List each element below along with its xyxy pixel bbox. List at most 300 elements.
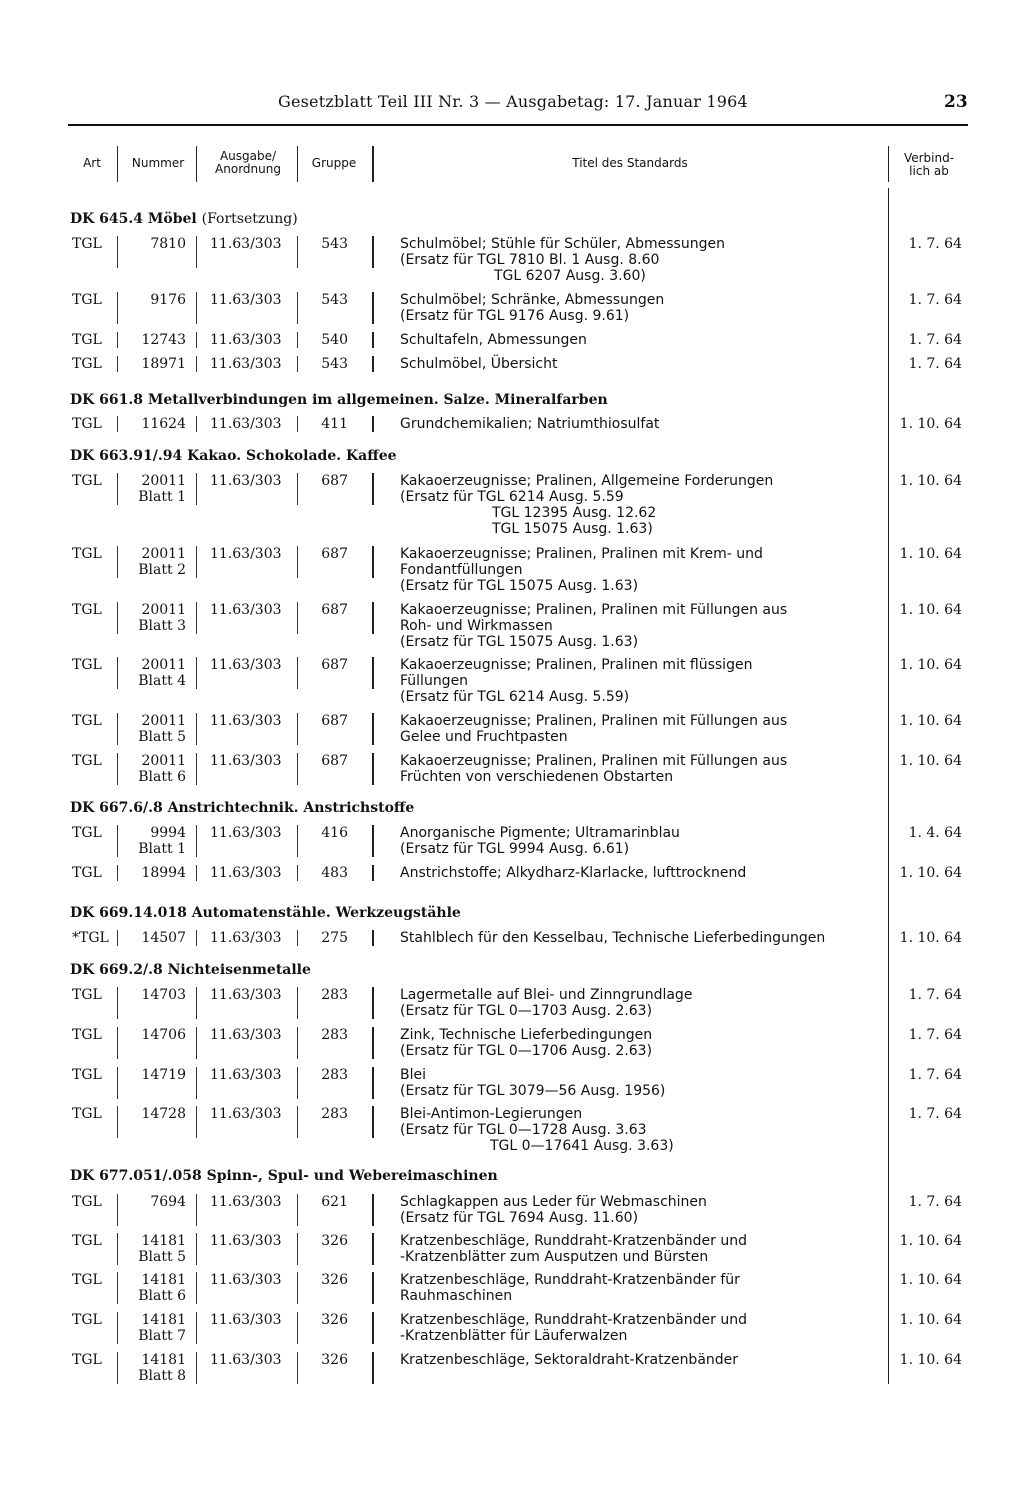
- table-row: [0, 1194, 1024, 1226]
- column-divider: [297, 930, 298, 946]
- column-divider: [196, 1106, 197, 1138]
- cell-nummer: [122, 1194, 186, 1210]
- cell-gruppe: 326: [321, 1272, 348, 1288]
- cell-ausgabe: 11.63/303: [210, 332, 282, 348]
- col-header-nummer: Nummer: [131, 156, 185, 170]
- blatt-value: Blatt 5: [138, 1249, 186, 1265]
- col-header-ausgabe-line2: Anordnung: [215, 162, 281, 176]
- nummer-value: 20011: [141, 657, 186, 673]
- cell-verbindlich: 1. 7. 64: [908, 332, 962, 348]
- cell-art: TGL: [72, 713, 102, 729]
- cell-ausgabe: 11.63/303: [210, 546, 282, 562]
- title-line: Kakaoerzeugnisse; Pralinen, Pralinen mit Krem- und: [400, 546, 763, 562]
- cell-art: TGL: [72, 1067, 102, 1083]
- cell-ausgabe: 11.63/303: [210, 1312, 282, 1328]
- column-divider: [372, 332, 374, 348]
- table-row: [0, 1352, 1024, 1384]
- cell-titel: [400, 1272, 880, 1304]
- nummer-value: 18994: [141, 865, 186, 881]
- nummer-value: 20011: [141, 602, 186, 618]
- table-row: [0, 292, 1024, 324]
- column-divider: [196, 1352, 197, 1384]
- cell-titel: [400, 825, 880, 857]
- title-line: Anorganische Pigmente; Ultramarinblau: [400, 825, 680, 841]
- col-header-titel: Titel des Standards: [572, 156, 688, 170]
- cell-verbindlich: 1. 7. 64: [908, 356, 962, 372]
- cell-ausgabe: 11.63/303: [210, 1194, 282, 1210]
- cell-gruppe: 283: [321, 987, 348, 1003]
- cell-titel: [400, 356, 880, 372]
- cell-nummer: [122, 1233, 186, 1265]
- column-divider: [117, 546, 118, 578]
- column-divider: [196, 473, 197, 505]
- title-line: Kratzenbeschläge, Runddraht-Kratzenbänder und: [400, 1233, 747, 1249]
- cell-nummer: [122, 1027, 186, 1043]
- cell-nummer: [122, 292, 186, 308]
- cell-titel: [400, 1106, 880, 1154]
- cell-nummer: [122, 1312, 186, 1344]
- cell-nummer: [122, 657, 186, 689]
- column-divider: [117, 713, 118, 745]
- cell-verbindlich: 1. 10. 64: [899, 546, 962, 562]
- title-line: Früchten von verschiedenen Obstarten: [400, 769, 674, 785]
- cell-titel: [400, 1352, 880, 1368]
- title-line: (Ersatz für TGL 0—1703 Ausg. 2.63): [400, 1003, 653, 1019]
- column-divider: [196, 416, 197, 432]
- cell-titel: [400, 713, 880, 745]
- column-divider: [297, 1027, 298, 1059]
- section-heading: [70, 211, 298, 227]
- nummer-value: 11624: [141, 416, 186, 432]
- column-divider: [372, 292, 374, 324]
- column-divider: [196, 1027, 197, 1059]
- cell-verbindlich: 1. 10. 64: [899, 602, 962, 618]
- cell-nummer: [122, 987, 186, 1003]
- column-divider: [297, 1312, 298, 1344]
- cell-ausgabe: 11.63/303: [210, 1272, 282, 1288]
- cell-art: TGL: [72, 1272, 102, 1288]
- page-number: 23: [944, 92, 968, 112]
- cell-ausgabe: 11.63/303: [210, 657, 282, 673]
- cell-nummer: [122, 930, 186, 946]
- cell-nummer: [122, 1272, 186, 1304]
- column-divider: [196, 1067, 197, 1099]
- cell-verbindlich: 1. 10. 64: [899, 1352, 962, 1368]
- cell-gruppe: 687: [321, 473, 348, 489]
- cell-gruppe: 687: [321, 713, 348, 729]
- column-divider: [297, 416, 298, 432]
- column-divider: [297, 602, 298, 634]
- section-heading: DK 663.91/.94 Kakao. Schokolade. Kaffee: [70, 448, 397, 464]
- nummer-value: 14181: [141, 1352, 186, 1368]
- title-line: Kakaoerzeugnisse; Pralinen, Pralinen mit flüssigen: [400, 657, 753, 673]
- column-divider: [117, 1106, 118, 1138]
- column-divider: [117, 416, 118, 432]
- cell-titel: [400, 1194, 880, 1226]
- column-divider: [372, 1067, 374, 1099]
- title-line: Lagermetalle auf Blei- und Zinngrundlage: [400, 987, 693, 1003]
- cell-art: TGL: [72, 473, 102, 489]
- cell-gruppe: 411: [321, 416, 348, 432]
- cell-gruppe: 687: [321, 546, 348, 562]
- title-line: Anstrichstoffe; Alkydharz-Klarlacke, lufttrocknend: [400, 865, 747, 881]
- column-divider: [196, 865, 197, 881]
- cell-verbindlich: 1. 7. 64: [908, 236, 962, 252]
- column-divider: [372, 236, 374, 268]
- title-line: (Ersatz für TGL 6214 Ausg. 5.59): [400, 689, 630, 705]
- column-divider: [196, 1272, 197, 1304]
- cell-verbindlich: 1. 4. 64: [908, 825, 962, 841]
- column-divider: [117, 1312, 118, 1344]
- column-divider: [196, 1194, 197, 1226]
- header-divider: [888, 146, 889, 182]
- column-divider: [196, 987, 197, 1019]
- column-divider: [372, 416, 374, 432]
- cell-gruppe: 543: [321, 356, 348, 372]
- cell-ausgabe: 11.63/303: [210, 1106, 282, 1122]
- column-divider: [372, 546, 374, 578]
- column-divider: [196, 546, 197, 578]
- col-header-gruppe: Gruppe: [311, 156, 357, 170]
- title-line: (Ersatz für TGL 3079—56 Ausg. 1956): [400, 1083, 666, 1099]
- nummer-value: 20011: [141, 546, 186, 562]
- title-line: -Kratzenblätter für Läuferwalzen: [400, 1328, 628, 1344]
- blatt-value: Blatt 2: [138, 562, 186, 578]
- table-row: [0, 1272, 1024, 1304]
- column-divider: [372, 713, 374, 745]
- header-divider: [297, 146, 298, 182]
- cell-nummer: [122, 1106, 186, 1122]
- cell-verbindlich: 1. 7. 64: [908, 1027, 962, 1043]
- cell-ausgabe: 11.63/303: [210, 1233, 282, 1249]
- column-divider: [372, 1106, 374, 1138]
- column-divider: [297, 332, 298, 348]
- col-header-art: Art: [83, 156, 101, 170]
- table-row: [0, 753, 1024, 785]
- table-row: [0, 865, 1024, 881]
- cell-verbindlich: 1. 10. 64: [899, 930, 962, 946]
- cell-nummer: [122, 825, 186, 857]
- cell-nummer: [122, 1352, 186, 1384]
- cell-titel: [400, 657, 880, 705]
- column-divider: [196, 825, 197, 857]
- column-divider: [196, 292, 197, 324]
- table-row: [0, 602, 1024, 650]
- column-divider: [372, 930, 374, 946]
- column-divider: [372, 473, 374, 505]
- cell-verbindlich: 1. 10. 64: [899, 657, 962, 673]
- page-header: [0, 92, 1024, 118]
- column-divider: [117, 292, 118, 324]
- cell-ausgabe: 11.63/303: [210, 356, 282, 372]
- cell-verbindlich: 1. 7. 64: [908, 987, 962, 1003]
- cell-art: TGL: [72, 1312, 102, 1328]
- column-divider: [372, 987, 374, 1019]
- cell-verbindlich: 1. 7. 64: [908, 1067, 962, 1083]
- cell-nummer: [122, 546, 186, 578]
- cell-gruppe: 416: [321, 825, 348, 841]
- nummer-value: 18971: [141, 356, 186, 372]
- header-divider: [372, 146, 374, 182]
- table-row: [0, 1233, 1024, 1265]
- column-divider: [117, 930, 118, 946]
- blatt-value: Blatt 6: [138, 1288, 186, 1304]
- title-line: TGL 6207 Ausg. 3.60): [494, 268, 646, 284]
- column-divider: [372, 1312, 374, 1344]
- column-divider: [297, 292, 298, 324]
- cell-nummer: [122, 236, 186, 252]
- title-line: TGL 0—17641 Ausg. 3.63): [490, 1138, 674, 1154]
- nummer-value: 14181: [141, 1233, 186, 1249]
- title-line: (Ersatz für TGL 15075 Ausg. 1.63): [400, 634, 639, 650]
- column-divider: [372, 1194, 374, 1226]
- title-line: Zink, Technische Lieferbedingungen: [400, 1027, 653, 1043]
- column-divider: [297, 753, 298, 785]
- column-divider: [372, 602, 374, 634]
- column-divider: [117, 657, 118, 689]
- header-rule: [68, 124, 968, 126]
- column-divider: [297, 546, 298, 578]
- nummer-value: 14507: [141, 930, 186, 946]
- nummer-value: 7810: [150, 236, 186, 252]
- cell-verbindlich: 1. 10. 64: [899, 865, 962, 881]
- cell-art: TGL: [72, 332, 102, 348]
- title-line: Schultafeln, Abmessungen: [400, 332, 587, 348]
- nummer-value: 14181: [141, 1272, 186, 1288]
- cell-titel: [400, 865, 880, 881]
- section-heading: DK 669.2/.8 Nichteisenmetalle: [70, 962, 311, 978]
- column-divider: [372, 1352, 374, 1384]
- cell-titel: [400, 930, 880, 946]
- cell-verbindlich: 1. 10. 64: [899, 1233, 962, 1249]
- column-divider: [297, 473, 298, 505]
- nummer-value: 9994: [150, 825, 186, 841]
- title-line: (Ersatz für TGL 0—1706 Ausg. 2.63): [400, 1043, 653, 1059]
- title-line: (Ersatz für TGL 6214 Ausg. 5.59: [400, 489, 624, 505]
- section-heading: DK 677.051/.058 Spinn-, Spul- und Webereimaschinen: [70, 1168, 498, 1184]
- column-divider: [297, 1067, 298, 1099]
- table-row: [0, 1067, 1024, 1099]
- column-divider: [372, 865, 374, 881]
- cell-ausgabe: 11.63/303: [210, 713, 282, 729]
- title-line: Kratzenbeschläge, Runddraht-Kratzenbänder für: [400, 1272, 740, 1288]
- cell-nummer: [122, 416, 186, 432]
- table-row: [0, 987, 1024, 1019]
- cell-nummer: [122, 1067, 186, 1083]
- cell-gruppe: 275: [321, 930, 348, 946]
- title-line: Rauhmaschinen: [400, 1288, 513, 1304]
- title-line: Schulmöbel; Stühle für Schüler, Abmessungen: [400, 236, 725, 252]
- column-divider: [117, 865, 118, 881]
- cell-art: TGL: [72, 1233, 102, 1249]
- column-divider: [196, 753, 197, 785]
- cell-art: TGL: [72, 657, 102, 673]
- col-header-verbindlich-line2: lich ab: [909, 164, 949, 178]
- table-row: [0, 825, 1024, 857]
- nummer-value: 20011: [141, 753, 186, 769]
- cell-gruppe: 621: [321, 1194, 348, 1210]
- title-line: Gelee und Fruchtpasten: [400, 729, 568, 745]
- title-line: Fondantfüllungen: [400, 562, 523, 578]
- cell-art: TGL: [72, 236, 102, 252]
- column-divider: [196, 657, 197, 689]
- column-divider: [117, 825, 118, 857]
- cell-art: TGL: [72, 825, 102, 841]
- title-line: Schlagkappen aus Leder für Webmaschinen: [400, 1194, 707, 1210]
- column-divider: [117, 1233, 118, 1265]
- column-divider: [196, 602, 197, 634]
- cell-gruppe: 687: [321, 602, 348, 618]
- column-divider: [117, 236, 118, 268]
- cell-gruppe: 687: [321, 657, 348, 673]
- cell-art: TGL: [72, 1106, 102, 1122]
- column-divider: [117, 1027, 118, 1059]
- column-divider: [372, 1233, 374, 1265]
- cell-gruppe: 326: [321, 1312, 348, 1328]
- cell-ausgabe: 11.63/303: [210, 987, 282, 1003]
- cell-titel: [400, 236, 880, 284]
- table-row: [0, 356, 1024, 372]
- blatt-value: Blatt 1: [138, 841, 186, 857]
- title-line: Grundchemikalien; Natriumthiosulfat: [400, 416, 660, 432]
- title-line: Kakaoerzeugnisse; Pralinen, Pralinen mit Füllungen aus: [400, 753, 788, 769]
- title-line: Kakaoerzeugnisse; Pralinen, Pralinen mit Füllungen aus: [400, 713, 788, 729]
- blatt-value: Blatt 6: [138, 769, 186, 785]
- cell-verbindlich: 1. 10. 64: [899, 473, 962, 489]
- cell-gruppe: 283: [321, 1067, 348, 1083]
- nummer-value: 9176: [150, 292, 186, 308]
- column-divider: [297, 1352, 298, 1384]
- column-divider: [117, 473, 118, 505]
- cell-titel: [400, 546, 880, 594]
- blatt-value: Blatt 8: [138, 1368, 186, 1384]
- column-divider: [196, 332, 197, 348]
- title-line: Stahlblech für den Kesselbau, Technische Lieferbedingungen: [400, 930, 826, 946]
- col-header-verbindlich: [894, 152, 964, 178]
- table-row: [0, 1312, 1024, 1344]
- cell-titel: [400, 1027, 880, 1059]
- title-line: Kratzenbeschläge, Runddraht-Kratzenbänder und: [400, 1312, 747, 1328]
- section-heading: DK 669.14.018 Automatenstähle. Werkzeugstähle: [70, 905, 461, 921]
- title-line: (Ersatz für TGL 9994 Ausg. 6.61): [400, 841, 630, 857]
- cell-verbindlich: 1. 7. 64: [908, 1194, 962, 1210]
- cell-ausgabe: 11.63/303: [210, 930, 282, 946]
- cell-ausgabe: 11.63/303: [210, 865, 282, 881]
- column-divider: [117, 1352, 118, 1384]
- cell-art: TGL: [72, 1027, 102, 1043]
- section-code: DK 645.4 Möbel: [70, 211, 197, 227]
- cell-verbindlich: 1. 7. 64: [908, 292, 962, 308]
- cell-verbindlich: 1. 10. 64: [899, 416, 962, 432]
- column-divider: [297, 236, 298, 268]
- cell-art: TGL: [72, 1194, 102, 1210]
- blatt-value: Blatt 4: [138, 673, 186, 689]
- cell-ausgabe: 11.63/303: [210, 1067, 282, 1083]
- cell-verbindlich: 1. 10. 64: [899, 713, 962, 729]
- cell-ausgabe: 11.63/303: [210, 416, 282, 432]
- cell-titel: [400, 1067, 880, 1099]
- nummer-value: 14181: [141, 1312, 186, 1328]
- title-line: (Ersatz für TGL 15075 Ausg. 1.63): [400, 578, 639, 594]
- column-divider: [117, 356, 118, 372]
- title-line: Kakaoerzeugnisse; Pralinen, Pralinen mit Füllungen aus: [400, 602, 788, 618]
- cell-nummer: [122, 713, 186, 745]
- column-divider: [117, 1272, 118, 1304]
- title-line: (Ersatz für TGL 0—1728 Ausg. 3.63: [400, 1122, 647, 1138]
- title-line: (Ersatz für TGL 7810 Bl. 1 Ausg. 8.60: [400, 252, 660, 268]
- cell-gruppe: 540: [321, 332, 348, 348]
- nummer-value: 12743: [141, 332, 186, 348]
- column-divider: [372, 1272, 374, 1304]
- column-divider: [372, 356, 374, 372]
- column-divider: [297, 825, 298, 857]
- cell-gruppe: 283: [321, 1027, 348, 1043]
- cell-art: TGL: [72, 416, 102, 432]
- cell-art: TGL: [72, 602, 102, 618]
- title-line: Schulmöbel, Übersicht: [400, 356, 558, 372]
- section-suffix: (Fortsetzung): [201, 211, 298, 227]
- cell-art: *TGL: [72, 930, 109, 946]
- col-header-verbindlich-line1: Verbind-: [903, 151, 955, 165]
- title-line: Roh- und Wirkmassen: [400, 618, 553, 634]
- nummer-value: 20011: [141, 713, 186, 729]
- cell-verbindlich: 1. 7. 64: [908, 1106, 962, 1122]
- cell-titel: [400, 416, 880, 432]
- title-line: TGL 12395 Ausg. 12.62: [492, 505, 657, 521]
- cell-ausgabe: 11.63/303: [210, 473, 282, 489]
- cell-ausgabe: 11.63/303: [210, 292, 282, 308]
- column-divider: [297, 1194, 298, 1226]
- title-line: Kakaoerzeugnisse; Pralinen, Allgemeine Forderungen: [400, 473, 774, 489]
- nummer-value: 14706: [141, 1027, 186, 1043]
- cell-gruppe: 483: [321, 865, 348, 881]
- title-line: TGL 15075 Ausg. 1.63): [492, 521, 653, 537]
- cell-art: TGL: [72, 987, 102, 1003]
- column-divider: [372, 825, 374, 857]
- column-divider: [297, 865, 298, 881]
- cell-titel: [400, 473, 880, 537]
- column-divider: [297, 356, 298, 372]
- column-divider: [117, 602, 118, 634]
- column-divider: [297, 657, 298, 689]
- blatt-value: Blatt 5: [138, 729, 186, 745]
- cell-gruppe: 543: [321, 292, 348, 308]
- blatt-value: Blatt 7: [138, 1328, 186, 1344]
- cell-art: TGL: [72, 1352, 102, 1368]
- column-divider: [297, 1272, 298, 1304]
- cell-nummer: [122, 473, 186, 505]
- column-divider: [372, 657, 374, 689]
- cell-titel: [400, 987, 880, 1019]
- cell-titel: [400, 332, 880, 348]
- column-divider: [297, 1106, 298, 1138]
- cell-art: TGL: [72, 753, 102, 769]
- cell-art: TGL: [72, 292, 102, 308]
- cell-titel: [400, 1233, 880, 1265]
- nummer-value: 14703: [141, 987, 186, 1003]
- title-line: Kratzenbeschläge, Sektoraldraht-Kratzenbänder: [400, 1352, 739, 1368]
- cell-nummer: [122, 356, 186, 372]
- table-row: [0, 930, 1024, 946]
- cell-gruppe: 543: [321, 236, 348, 252]
- cell-titel: [400, 292, 880, 324]
- header-divider: [117, 146, 118, 182]
- title-line: -Kratzenblätter zum Ausputzen und Bürsten: [400, 1249, 709, 1265]
- page-title: Gesetzblatt Teil III Nr. 3 — Ausgabetag: 17. Januar 1964: [278, 92, 748, 111]
- column-divider: [117, 1067, 118, 1099]
- nummer-value: 20011: [141, 473, 186, 489]
- table-row: [0, 546, 1024, 594]
